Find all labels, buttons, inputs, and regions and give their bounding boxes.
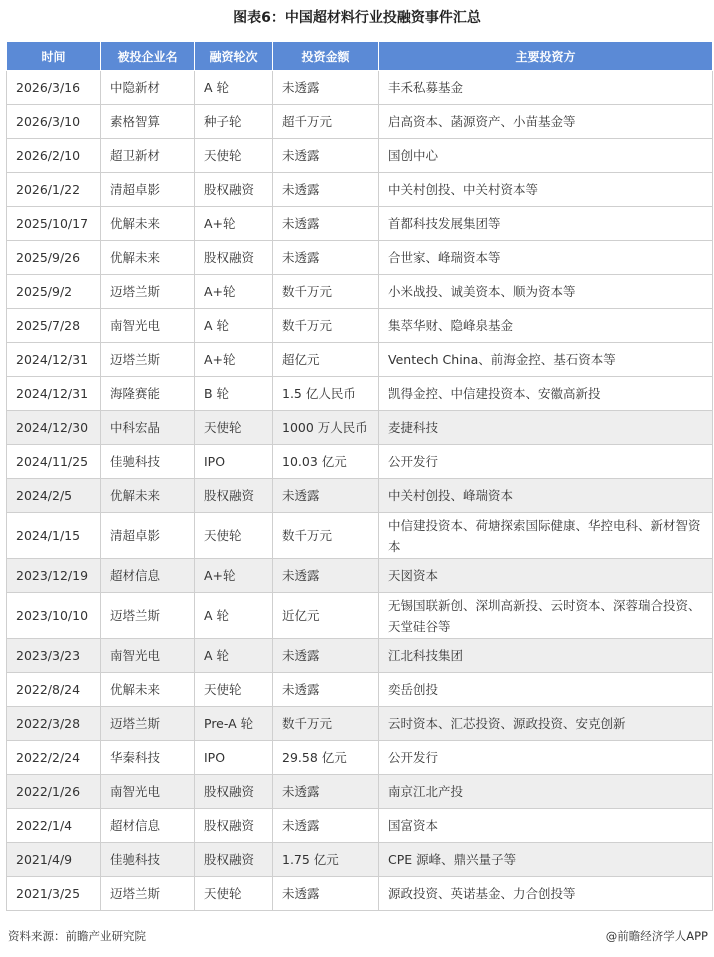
cell-date: 2024/2/5 (7, 479, 101, 513)
cell-round: A 轮 (195, 71, 273, 105)
table-row (7, 639, 713, 673)
cell-amount: 1000 万人民币 (273, 411, 379, 445)
cell-date: 2022/1/4 (7, 809, 101, 843)
table-row (7, 479, 713, 513)
cell-company: 海隆赛能 (101, 377, 195, 411)
cell-date: 2022/1/26 (7, 775, 101, 809)
table-row (7, 309, 713, 343)
investment-table (6, 41, 713, 911)
cell-date: 2023/10/10 (7, 593, 101, 639)
cell-company: 南智光电 (101, 639, 195, 673)
cell-company: 清超卓影 (101, 173, 195, 207)
cell-round: A+轮 (195, 343, 273, 377)
source-note: 资料来源：前瞻产业研究院 (8, 929, 146, 943)
brand-credit: @前瞻经济学人APP (605, 929, 708, 943)
table-row (7, 741, 713, 775)
cell-amount: 1.75 亿元 (273, 843, 379, 877)
cell-round: 股权融资 (195, 809, 273, 843)
table-row (7, 775, 713, 809)
cell-company: 迈塔兰斯 (101, 343, 195, 377)
cell-amount: 未透露 (273, 809, 379, 843)
cell-amount: 1.5 亿人民币 (273, 377, 379, 411)
cell-company: 优解未来 (101, 479, 195, 513)
table-row (7, 513, 713, 559)
cell-amount: 数千万元 (273, 309, 379, 343)
column-header-date: 时间 (7, 42, 101, 71)
cell-date: 2023/3/23 (7, 639, 101, 673)
column-header-investors: 主要投资方 (379, 42, 713, 71)
cell-amount: 未透露 (273, 139, 379, 173)
cell-investors: 国富资本 (379, 809, 713, 843)
cell-round: A+轮 (195, 559, 273, 593)
cell-amount: 未透露 (273, 207, 379, 241)
cell-date: 2025/7/28 (7, 309, 101, 343)
cell-amount: 未透露 (273, 479, 379, 513)
table-row (7, 843, 713, 877)
cell-investors: CPE 源峰、鼎兴量子等 (379, 843, 713, 877)
cell-investors: 南京江北产投 (379, 775, 713, 809)
cell-amount: 10.03 亿元 (273, 445, 379, 479)
cell-round: Pre-A 轮 (195, 707, 273, 741)
cell-amount: 未透露 (273, 173, 379, 207)
cell-round: 天使轮 (195, 139, 273, 173)
cell-company: 优解未来 (101, 241, 195, 275)
cell-date: 2022/3/28 (7, 707, 101, 741)
cell-company: 佳驰科技 (101, 445, 195, 479)
cell-investors: 凯得金控、中信建投资本、安徽高新投 (379, 377, 713, 411)
cell-date: 2024/11/25 (7, 445, 101, 479)
cell-date: 2025/10/17 (7, 207, 101, 241)
cell-round: B 轮 (195, 377, 273, 411)
cell-round: 种子轮 (195, 105, 273, 139)
table-row (7, 411, 713, 445)
cell-date: 2026/1/22 (7, 173, 101, 207)
cell-amount: 未透露 (273, 71, 379, 105)
cell-investors: 奕岳创投 (379, 673, 713, 707)
cell-amount: 近亿元 (273, 593, 379, 639)
table-row (7, 559, 713, 593)
cell-company: 超材信息 (101, 809, 195, 843)
cell-round: A 轮 (195, 593, 273, 639)
cell-investors: 公开发行 (379, 741, 713, 775)
cell-round: 股权融资 (195, 843, 273, 877)
cell-round: A+轮 (195, 207, 273, 241)
table-row (7, 673, 713, 707)
cell-round: 股权融资 (195, 479, 273, 513)
cell-amount: 未透露 (273, 775, 379, 809)
cell-date: 2024/12/31 (7, 377, 101, 411)
cell-investors: 云时资本、汇芯投资、源政投资、安克创新 (379, 707, 713, 741)
cell-date: 2022/2/24 (7, 741, 101, 775)
cell-investors: 合世家、峰瑞资本等 (379, 241, 713, 275)
cell-date: 2024/12/31 (7, 343, 101, 377)
table-row (7, 71, 713, 105)
cell-company: 佳驰科技 (101, 843, 195, 877)
cell-date: 2025/9/26 (7, 241, 101, 275)
table-row (7, 207, 713, 241)
cell-round: 天使轮 (195, 673, 273, 707)
cell-date: 2023/12/19 (7, 559, 101, 593)
cell-company: 中隐新材 (101, 71, 195, 105)
table-row (7, 105, 713, 139)
cell-round: A+轮 (195, 275, 273, 309)
cell-company: 中科宏晶 (101, 411, 195, 445)
cell-round: IPO (195, 741, 273, 775)
cell-round: 天使轮 (195, 877, 273, 911)
cell-investors: 启高资本、菡源资产、小苗基金等 (379, 105, 713, 139)
cell-amount: 29.58 亿元 (273, 741, 379, 775)
cell-date: 2026/3/16 (7, 71, 101, 105)
cell-company: 优解未来 (101, 207, 195, 241)
table-row (7, 445, 713, 479)
cell-date: 2022/8/24 (7, 673, 101, 707)
cell-date: 2025/9/2 (7, 275, 101, 309)
cell-round: 股权融资 (195, 775, 273, 809)
cell-date: 2026/3/10 (7, 105, 101, 139)
cell-amount: 超亿元 (273, 343, 379, 377)
cell-amount: 未透露 (273, 673, 379, 707)
cell-company: 优解未来 (101, 673, 195, 707)
cell-amount: 数千万元 (273, 513, 379, 559)
cell-investors: 小米战投、诚美资本、顺为资本等 (379, 275, 713, 309)
cell-company: 华秦科技 (101, 741, 195, 775)
table-row (7, 809, 713, 843)
column-header-amount: 投资金额 (273, 42, 379, 71)
cell-investors: Ventech China、前海金控、基石资本等 (379, 343, 713, 377)
cell-round: 天使轮 (195, 411, 273, 445)
cell-investors: 丰禾私募基金 (379, 71, 713, 105)
cell-round: A 轮 (195, 639, 273, 673)
cell-date: 2021/4/9 (7, 843, 101, 877)
table-row (7, 343, 713, 377)
table-header-row (7, 42, 713, 71)
cell-company: 素格智算 (101, 105, 195, 139)
cell-investors: 首都科技发展集团等 (379, 207, 713, 241)
table-row (7, 275, 713, 309)
cell-round: 天使轮 (195, 513, 273, 559)
cell-date: 2024/1/15 (7, 513, 101, 559)
cell-amount: 未透露 (273, 877, 379, 911)
cell-investors: 集萃华财、隐峰泉基金 (379, 309, 713, 343)
cell-investors: 中关村创投、峰瑞资本 (379, 479, 713, 513)
cell-round: 股权融资 (195, 241, 273, 275)
table-row (7, 707, 713, 741)
cell-investors: 中关村创投、中关村资本等 (379, 173, 713, 207)
table-row (7, 377, 713, 411)
cell-company: 南智光电 (101, 309, 195, 343)
cell-investors: 国创中心 (379, 139, 713, 173)
cell-company: 迈塔兰斯 (101, 707, 195, 741)
cell-amount: 未透露 (273, 639, 379, 673)
cell-amount: 未透露 (273, 559, 379, 593)
cell-company: 南智光电 (101, 775, 195, 809)
page-title: 图表6：中国超材料行业投融资事件汇总 (233, 10, 481, 26)
cell-date: 2021/3/25 (7, 877, 101, 911)
cell-date: 2024/12/30 (7, 411, 101, 445)
column-header-company: 被投企业名 (101, 42, 195, 71)
cell-amount: 数千万元 (273, 275, 379, 309)
table-row (7, 173, 713, 207)
cell-amount: 超千万元 (273, 105, 379, 139)
cell-round: IPO (195, 445, 273, 479)
table-row (7, 593, 713, 639)
cell-company: 超卫新材 (101, 139, 195, 173)
table-row (7, 877, 713, 911)
cell-amount: 未透露 (273, 241, 379, 275)
cell-company: 超材信息 (101, 559, 195, 593)
cell-company: 清超卓影 (101, 513, 195, 559)
cell-investors: 中信建投资本、荷塘探索国际健康、华控电科、新材智资本 (379, 513, 713, 559)
table-row (7, 241, 713, 275)
table-row (7, 139, 713, 173)
cell-investors: 江北科技集团 (379, 639, 713, 673)
cell-company: 迈塔兰斯 (101, 593, 195, 639)
cell-company: 迈塔兰斯 (101, 877, 195, 911)
cell-investors: 麦捷科技 (379, 411, 713, 445)
cell-date: 2026/2/10 (7, 139, 101, 173)
cell-investors: 无锡国联新创、深圳高新投、云时资本、深蓉瑞合投资、天堂硅谷等 (379, 593, 713, 639)
cell-investors: 源政投资、英诺基金、力合创投等 (379, 877, 713, 911)
cell-company: 迈塔兰斯 (101, 275, 195, 309)
column-header-round: 融资轮次 (195, 42, 273, 71)
cell-round: 股权融资 (195, 173, 273, 207)
table-container (6, 41, 712, 911)
cell-round: A 轮 (195, 309, 273, 343)
cell-investors: 天図资本 (379, 559, 713, 593)
cell-amount: 数千万元 (273, 707, 379, 741)
cell-investors: 公开发行 (379, 445, 713, 479)
